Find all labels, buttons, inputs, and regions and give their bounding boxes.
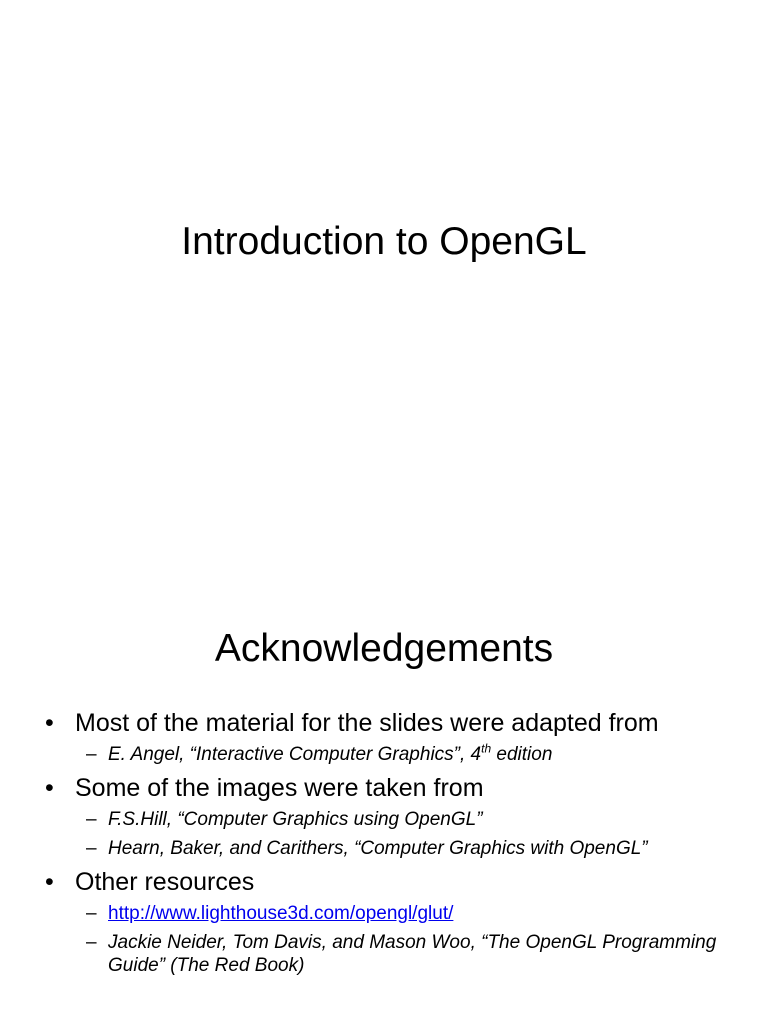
sub-item	[45, 837, 745, 860]
sub-text: Jackie Neider, Tom Davis, and Mason Woo, “The OpenGL Programming Guide” (The Red Book)	[108, 932, 717, 976]
slide-title-heading: Introduction to OpenGL	[181, 220, 587, 263]
sub-item	[45, 743, 745, 766]
dash-icon: –	[86, 838, 97, 859]
dash-icon: –	[86, 903, 97, 924]
acknowledgements-heading: Acknowledgements	[214, 627, 554, 670]
sub-item	[45, 931, 745, 977]
sub-item	[45, 808, 745, 831]
bullet-text: Other resources	[75, 868, 255, 896]
bullet-item	[45, 774, 745, 802]
sub-text: F.S.Hill, “Computer Graphics using OpenGL”	[108, 809, 483, 830]
bullet-icon: •	[45, 774, 54, 802]
sub-item	[45, 902, 745, 925]
sub-text: Hearn, Baker, and Carithers, “Computer Graphics with OpenGL”	[108, 838, 648, 859]
bullet-text: Most of the material for the slides were adapted from	[75, 709, 659, 737]
lighthouse3d-link[interactable]: http://www.lighthouse3d.com/opengl/glut/	[108, 903, 454, 924]
sub-text-suffix: edition	[491, 744, 553, 765]
slide-acknowledgements	[0, 512, 768, 1024]
bullet-item	[45, 868, 745, 896]
bullet-item	[45, 709, 745, 737]
sub-text-prefix: E. Angel, “Interactive Computer Graphics”, 4	[108, 744, 482, 765]
dash-icon: –	[86, 744, 97, 765]
bullet-icon: •	[45, 709, 54, 737]
sub-text-superscript: th	[481, 741, 492, 756]
acknowledgements-list	[45, 709, 745, 977]
bullet-icon: •	[45, 868, 54, 896]
dash-icon: –	[86, 932, 97, 953]
dash-icon: –	[86, 809, 97, 830]
bullet-text: Some of the images were taken from	[75, 774, 484, 802]
